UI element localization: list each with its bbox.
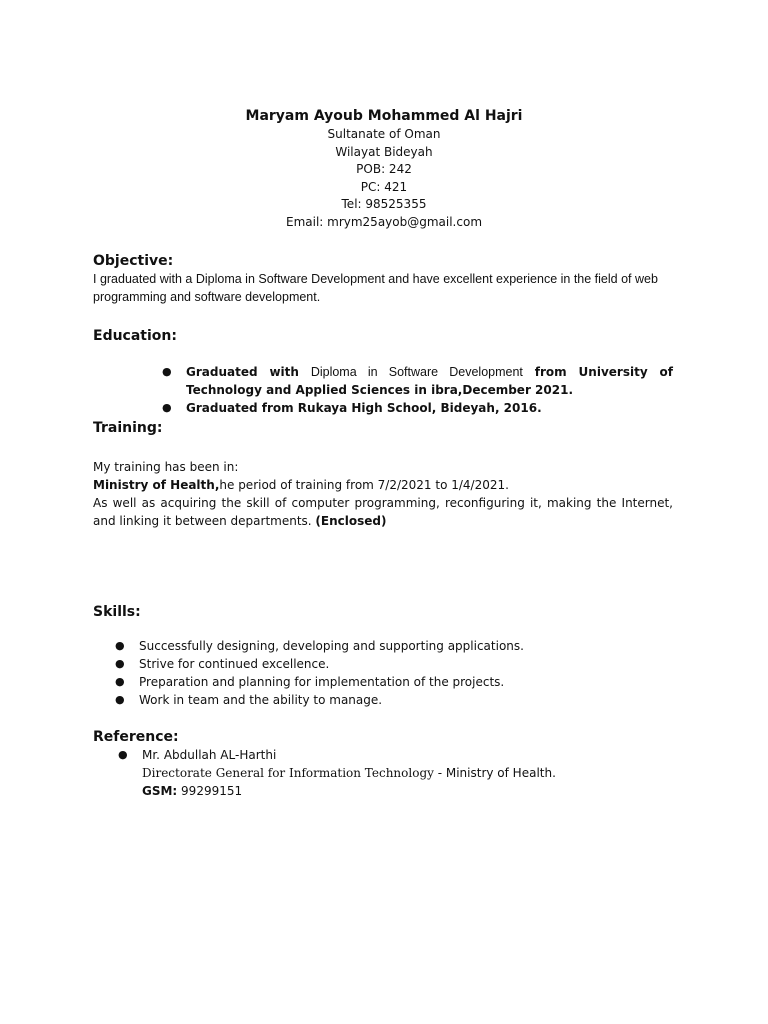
reference-gsm-value: 99299151 (177, 784, 243, 798)
training-period: he period of training from 7/2/2021 to 1/4/2021. (219, 478, 509, 492)
education-heading: Education: (93, 328, 177, 344)
wilayat-line: Wilayat Bideyah (335, 144, 433, 159)
bullet-icon: ● (115, 693, 125, 706)
education-item-prefix: Graduated with (186, 365, 311, 379)
reference-gsm-line (142, 782, 642, 800)
skill-text: Preparation and planning for implementation of the projects. (139, 675, 505, 689)
skill-item (115, 691, 659, 709)
training-place: Ministry of Health, (93, 478, 220, 492)
skill-item (115, 673, 659, 691)
training-place-line (93, 476, 673, 494)
pc-line: PC: 421 (360, 179, 408, 194)
skills-list (115, 637, 659, 709)
objective-heading: Objective: (93, 253, 174, 269)
skill-text: Strive for continued excellence. (139, 657, 330, 671)
bullet-icon: ● (115, 675, 125, 688)
country-line: Sultanate of Oman (327, 127, 441, 141)
education-item (162, 363, 673, 399)
pob-line: POB: 242 (356, 162, 412, 177)
email-line: Email: mrym25ayob@gmail.com (285, 214, 483, 229)
reference-name: Mr. Abdullah AL-Harthi (142, 748, 277, 762)
training-block (93, 458, 673, 530)
training-intro: My training has been in: (93, 460, 239, 474)
skill-text: Work in team and the ability to manage. (139, 693, 383, 707)
bullet-icon: ● (115, 657, 125, 670)
reference-organization: Directorate General for Information Technology (142, 766, 434, 780)
resume-header (0, 106, 768, 232)
education-item-text: Graduated from Rukaya High School, Bideyah, 2016. (186, 401, 542, 415)
skill-item (115, 637, 659, 655)
reference-organization-line (142, 764, 642, 782)
skills-heading: Skills: (93, 604, 141, 620)
bullet-icon: ● (162, 365, 172, 378)
applicant-name: Maryam Ayoub Mohammed Al Hajri (245, 108, 523, 124)
reference-block (118, 746, 642, 800)
skill-item (115, 655, 659, 673)
education-list (162, 363, 673, 417)
bullet-icon: ● (115, 639, 125, 652)
reference-name-line (118, 746, 642, 764)
training-description-line (93, 494, 673, 530)
training-enclosed: (Enclosed) (315, 514, 387, 528)
training-heading: Training: (93, 420, 163, 436)
objective-text: I graduated with a Diploma in Software Development and have excellent experience in the field of web programming and software development. (93, 272, 658, 304)
bullet-icon: ● (118, 748, 128, 761)
reference-heading: Reference: (93, 729, 179, 745)
reference-ministry: - Ministry of Health. (433, 766, 556, 780)
training-description: As well as acquiring the skill of computer programming, reconfiguring it, making the Internet, and linking it between departments. (93, 496, 673, 528)
education-item-suffix: from University of Technology and Applied Sciences in ibra,December 2021. (186, 365, 673, 397)
education-item-highlight: Diploma in Software Development (310, 365, 523, 379)
reference-gsm-label: GSM: (142, 784, 178, 798)
bullet-icon: ● (162, 401, 172, 414)
skill-text: Successfully designing, developing and supporting applications. (139, 639, 524, 653)
tel-line: Tel: 98525355 (341, 197, 427, 212)
education-item (162, 399, 673, 417)
